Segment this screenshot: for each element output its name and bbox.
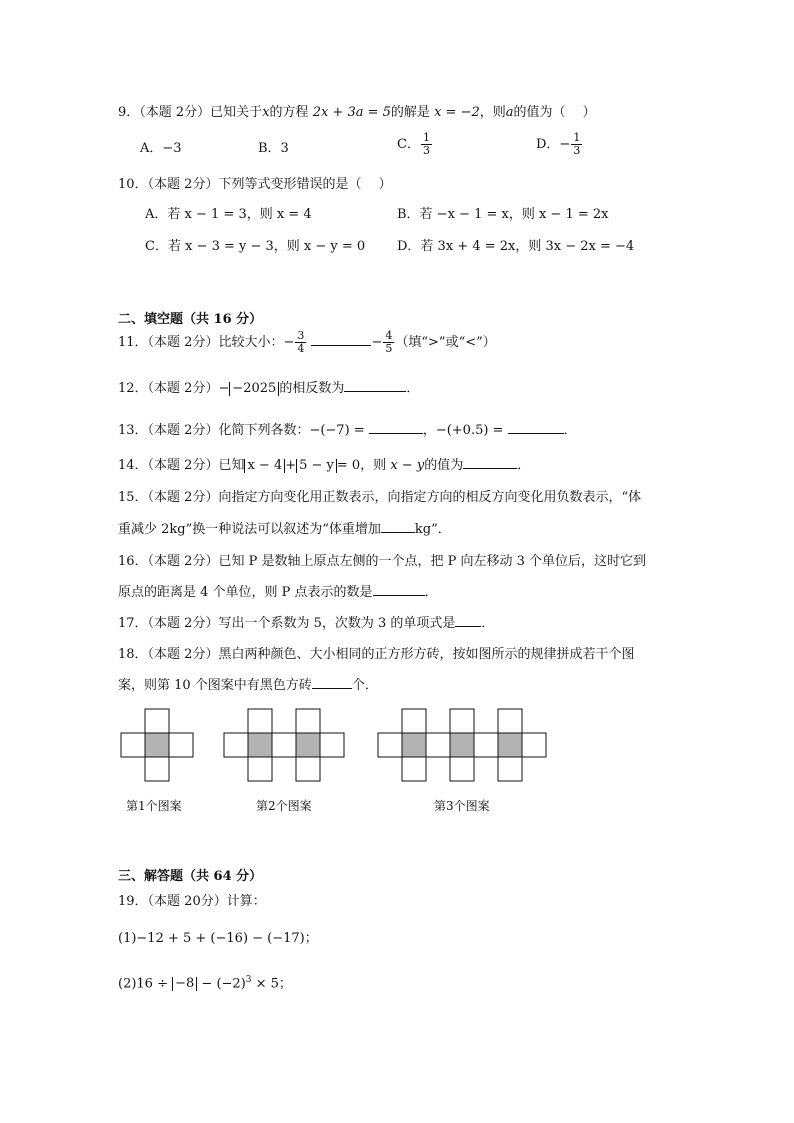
q19-part-1: (1)−12 + 5 + (−16) − (−17)； <box>118 931 318 946</box>
q17: 17．（本题 2分）写出一个系数为 5，次数为 3 的单项式是 ． <box>118 616 495 631</box>
pattern-3-white-tile <box>450 757 474 781</box>
pattern-3-black-tile <box>450 733 474 757</box>
pattern-2-white-tile <box>224 733 248 757</box>
pattern-2-white-tile <box>272 733 296 757</box>
pattern-3-black-tile <box>402 733 426 757</box>
q10-option-a: A．若 x − 1 = 3，则 x = 4 <box>145 207 312 222</box>
pattern-2-white-tile <box>296 709 320 733</box>
q19-stem: 19．（本题 20分）计算： <box>118 894 266 909</box>
q10-option-c: C．若 x − 3 = y − 3，则 x − y = 0 <box>145 239 366 254</box>
pattern-2-black-tile <box>296 733 320 757</box>
q18-caption-2: 第2个图案 <box>256 799 312 813</box>
q9-option-b: B．3 <box>258 141 289 156</box>
q11: 11．（本题 2分）比较大小：− $\frac{3}{4}$ − $\frac{4}{5}$ （填“>”或“<”） <box>118 329 496 355</box>
q13: 13．（本题 2分）化简下列各数：−(−7) = ，−(+0.5) = ． <box>118 423 577 438</box>
q18-caption-3: 第3个图案 <box>434 799 490 813</box>
q16-line-2: 原点的距离是 4 个单位，则 P 点表示的数是 ． <box>118 585 438 600</box>
pattern-2-white-tile <box>248 757 272 781</box>
section-3-title: 三、解答题（共 64 分） <box>118 869 263 884</box>
pattern-2-white-tile <box>320 733 344 757</box>
q9-option-c: C． $\frac{1}{3}$ <box>397 131 430 157</box>
pattern-3-white-tile <box>498 709 522 733</box>
section-2-title: 二、填空题（共 16 分） <box>118 312 263 327</box>
q18-caption-1: 第1个图案 <box>126 799 182 813</box>
pattern-3-white-tile <box>498 757 522 781</box>
q9-stem: 9．（本题 2分）已知关于x的方程 2x + 3a = 5的解是 x = −2，则a的值为（ ） <box>118 105 596 120</box>
q19-part-2: $(2)16 \div -8 - (-2)^3 \times 5$； <box>118 975 292 992</box>
q9-option-d: D．− $\frac{1}{3}$ <box>536 131 581 157</box>
pattern-3-white-tile <box>402 709 426 733</box>
q18-line-2: 案，则第 10 个图案中有黑色方砖 个． <box>118 678 378 693</box>
pattern-1-white-tile <box>145 709 169 733</box>
pattern-3-white-tile <box>522 733 546 757</box>
pattern-3-black-tile <box>498 733 522 757</box>
q18-line-1: 18．（本题 2分）黑白两种颜色、大小相同的正方形方砖，按如图所示的规律拼成若干个图 <box>118 647 635 662</box>
pattern-3-white-tile <box>378 733 402 757</box>
pattern-2-white-tile <box>248 709 272 733</box>
pattern-1-white-tile <box>169 733 193 757</box>
pattern-1-black-tile <box>145 733 169 757</box>
q9-option-a: A．−3 <box>140 141 182 156</box>
q16-line-1: 16．（本题 2分）已知 P 是数轴上原点左侧的一个点，把 P 向左移动 3 个单位后，这时它到 <box>118 554 647 569</box>
pattern-3-white-tile <box>450 709 474 733</box>
q10-option-b: B．若 −x − 1 = x，则 x − 1 = 2x <box>397 207 609 222</box>
pattern-3-white-tile <box>426 733 450 757</box>
q15-line-1: 15．（本题 2分）向指定方向变化用正数表示，向指定方向的相反方向变化用负数表示，“体 <box>118 490 642 505</box>
q10-stem: 10．（本题 2分）下列等式变形错误的是（ ） <box>118 177 392 192</box>
q14: 14．（本题 2分）已知 x − 4 + 5 − y = 0，则 x − y的值为 ． <box>118 458 531 473</box>
pattern-1-white-tile <box>145 757 169 781</box>
q15-line-2: 重减少 2kg”换一种说法可以叙述为“体重增加 kg”． <box>118 522 451 537</box>
pattern-2-white-tile <box>296 757 320 781</box>
pattern-1-white-tile <box>121 733 145 757</box>
q10-option-d: D．若 3x + 4 = 2x，则 3x − 2x = −4 <box>397 239 635 254</box>
pattern-3-white-tile <box>474 733 498 757</box>
pattern-2-black-tile <box>248 733 272 757</box>
q12: 12．（本题 2分）− −2025 的相反数为 ． <box>118 381 420 396</box>
pattern-3-white-tile <box>402 757 426 781</box>
